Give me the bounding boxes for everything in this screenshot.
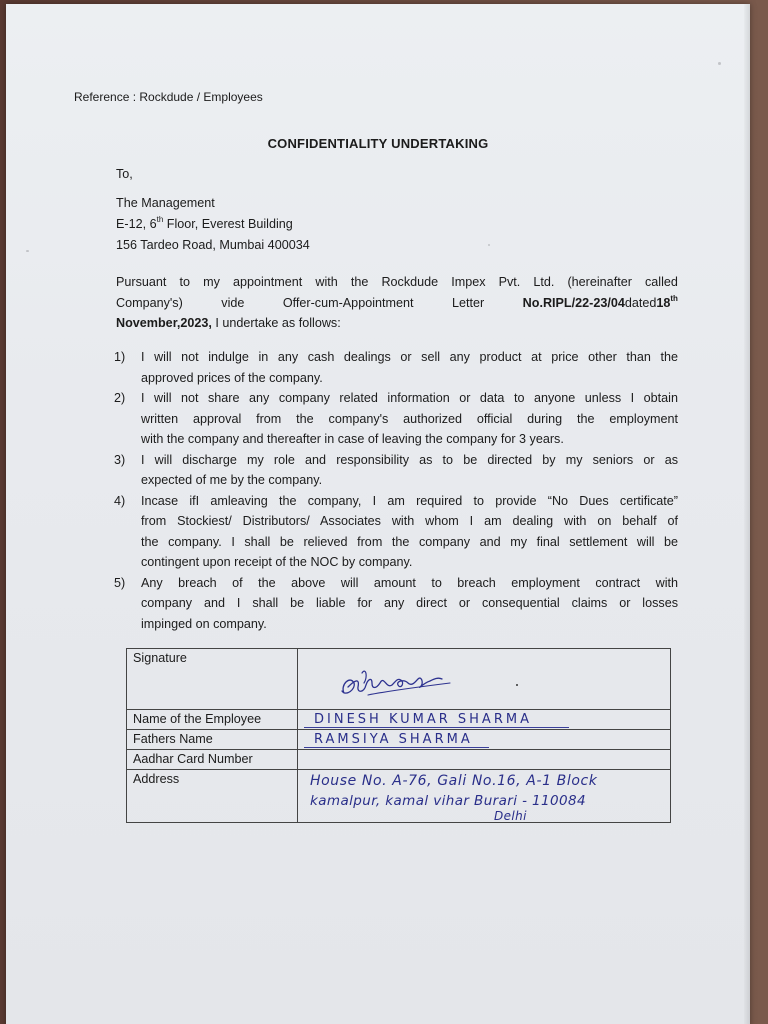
address-label: Address [127,770,298,823]
handwritten-address-line-3: Delhi [494,809,527,823]
clause-line: approved prices of the company. [141,370,323,385]
handwritten-address-line-1: House No. A-76, Gali No.16, A-1 Block [310,773,598,789]
reference-line: Reference : Rockdude / Employees [74,90,263,104]
clause-item: 1) I will not indulge in any cash dealings or sell any product at price other than the approved prices of the company. [114,347,678,388]
name-cell [298,710,671,730]
page-edge-shadow [744,4,750,1024]
undertaking-clauses [114,347,678,634]
clause-line: company and I shall be liable for any direct or consequential claims or losses [141,596,678,610]
clause-line: impinged on company. [141,616,267,631]
clause-line: from Stockiest/ Distributors/ Associates with whom I am dealing with on behalf of [141,514,678,528]
clause-line: I will not indulge in any cash dealings or sell any product at price other than the [141,350,678,364]
salutation-to: To, [116,167,133,181]
clause-item: 2) I will not share any company related information or data to anyone unless I obtain written approval from the company's authorized official during the employment with the company and thereafter in case of leaving the company for 3 years. [114,388,678,450]
address-cell [298,770,671,823]
intro-line-3: November,2023, I undertake as follows: [116,313,678,334]
clause-line: the company. I shall be relieved from the company and my final settlement will be [141,534,678,549]
father-label: Fathers Name [127,730,298,750]
clause-item: 5) Any breach of the above will amount to breach employment contract with company and I shall be liable for any direct or consequential claims or losses impinged on company. [114,573,678,635]
clause-line: contingent upon receipt of the NOC by company. [141,555,413,569]
intro-paragraph [116,272,678,334]
document-page [6,4,750,1024]
handwritten-signature [338,663,478,703]
aadhar-cell [298,750,671,770]
handwritten-father-name: RAMSIYA SHARMA [304,732,489,748]
handwritten-name: DINESH KUMAR SHARMA [304,712,569,728]
recipient-line-2: E-12, 6th Floor, Everest Building [116,215,293,231]
clause-line: Any breach of the above will amount to breach employment contract with [141,575,678,590]
clause-line: I will not share any company related information or data to anyone unless I obtain [141,391,678,405]
paper-speck [488,244,490,246]
name-row [127,710,671,730]
aadhar-row [127,750,671,770]
paper-speck [26,250,29,252]
handwritten-address-line-2: kamalpur, kamal vihar Burari - 110084 [310,793,586,809]
clause-item: 3) I will discharge my role and responsibility as to be directed by my seniors or as expected of me by the company. [114,450,678,491]
intro-line-1: Pursuant to my appointment with the Rockdude Impex Pvt. Ltd. (hereinafter called [116,275,678,289]
clause-line: Incase ifI amleaving the company, I am required to provide “No Dues certificate” [141,493,678,508]
clause-line: expected of me by the company. [141,473,323,487]
aadhar-label: Aadhar Card Number [127,750,298,770]
father-cell [298,730,671,750]
father-row [127,730,671,750]
address-row [127,770,671,823]
paper-speck [718,62,721,65]
clause-line: written approval from the company's authorized official during the employment [141,411,678,426]
recipient-line-3: 156 Tardeo Road, Mumbai 400034 [116,238,310,252]
clause-line: with the company and thereafter in case of leaving the company for 3 years. [141,432,564,446]
intro-line-2: Company's) vide Offer-cum-Appointment Letter No.RIPL/22-23/04dated18th [116,293,678,310]
letter-number: No.RIPL/22-23/04 [522,295,625,310]
document-title: CONFIDENTIALITY UNDERTAKING [267,136,489,151]
signature-label: Signature [127,649,298,710]
recipient-line-1: The Management [116,196,215,210]
name-label: Name of the Employee [127,710,298,730]
letter-date: November,2023, [116,316,212,330]
ink-dot [516,684,518,686]
clause-item: 4) Incase ifI amleaving the company, I am required to provide “No Dues certificate” from Stockiest/ Distributors/ Associates with whom I am dealing with on behalf of the company. I shall be relieved from the company and my final settlement will be contingent upon receipt of the NOC by company. [114,491,678,573]
clause-line: I will discharge my role and responsibility as to be directed by my seniors or as [141,452,678,467]
